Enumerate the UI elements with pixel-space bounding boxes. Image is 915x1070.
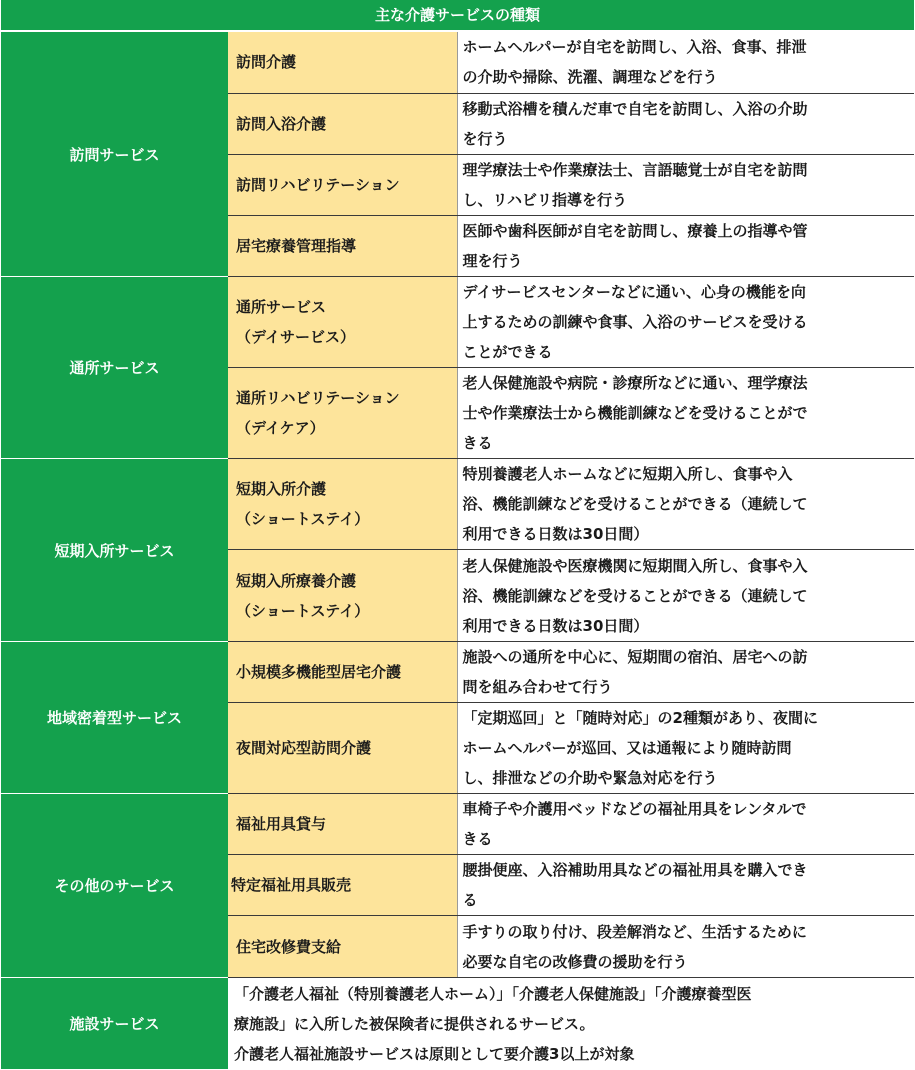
service-description-cell [457,155,914,216]
service-description-cell [457,94,914,155]
service-name-line: 短期入所療養介護 [236,571,357,590]
service-name-line: 住宅改修費支給 [236,937,342,956]
description-line: きる [462,830,493,848]
service-name-line: 特定福祉用具販売 [231,876,352,894]
description-line: 問を組み合わせて行う [462,678,613,696]
service-name-line: 訪問介護 [236,53,297,72]
description-line: 必要な自宅の改修費の援助を行う [462,952,688,971]
description-line: 療施設」に入所した被保険者に提供されるサービス。 [234,1014,595,1033]
description-line: 手すりの取り付け、段差解消など、生活するために [462,922,807,941]
service-name-cell [228,916,457,978]
service-name-line: 福祉用具貸与 [236,815,327,833]
service-description-cell [457,642,914,703]
service-name-cell [228,368,457,459]
description-line: ホームヘルパーが自宅を訪問し、入浴、食事、排泄 [462,38,807,57]
description-line: し、排泄などの介助や緊急対応を行う [462,769,718,787]
description-line: 老人保健施設や医療機関に短期間入所し、食事や入 [462,556,808,575]
category-cell: 訪問サービス [1,32,228,277]
table-row [1,794,914,855]
description-line: る [462,891,478,909]
service-table [1,31,914,1070]
description-line: 施設への通所を中心に、短期間の宿泊、居宅への訪 [462,648,808,666]
service-description-cell [457,916,914,978]
service-name-cell [228,155,457,216]
service-description-cell [457,216,914,277]
description-line: 車椅子や介護用ベッドなどの福祉用具をレンタルで [462,800,807,818]
service-name-line: 通所サービス [236,298,327,316]
service-name-cell [228,642,457,703]
service-name-line: 訪問リハビリテーション [236,176,400,194]
service-table-sheet [1,0,914,1070]
description-line: 理を行う [462,252,523,270]
description-line: 特別養護老人ホームなどに短期入所し、食事や入 [462,465,793,483]
description-line: ことができる [462,343,553,361]
description-line: 移動式浴槽を積んだ車で自宅を訪問し、入浴の介助 [462,100,808,118]
description-line: 介護老人福祉施設サービスは原則として要介護3以上が対象 [234,1044,635,1063]
service-description-cell [457,550,914,642]
service-name-line: 小規模多機能型居宅介護 [236,663,402,681]
table-row [1,459,914,550]
description-line: 医師や歯科医師が自宅を訪問し、療養上の指導や管 [462,222,808,240]
description-line: 上するための訓練や食事、入浴のサービスを受ける [462,313,808,331]
service-description-cell [457,32,914,94]
category-cell: その他のサービス [1,794,228,978]
table-row [1,32,914,94]
description-line: 利用できる日数は30日間） [462,525,649,543]
service-name-line: 訪問入浴介護 [236,115,327,133]
description-line: デイサービスセンターなどに通い、心身の機能を向 [462,283,806,301]
description-line: 老人保健施設や病院・診療所などに通い、理学療法 [462,374,808,392]
service-description-cell [457,855,914,916]
description-line: 浴、機能訓練などを受けることができる（連続して [462,495,808,513]
description-line: 腰掛便座、入浴補助用具などの福祉用具を購入でき [462,861,808,879]
description-line: 士や作業療法士から機能訓練などを受けることがで [462,404,808,422]
description-line: 「定期巡回」と「随時対応」の2種類があり、夜間に [462,709,818,727]
table-row [1,277,914,368]
description-line: を行う [462,130,508,148]
description-line: 理学療法士や作業療法士、言語聴覚士が自宅を訪問 [462,161,808,179]
description-line: し、リハビリ指導を行う [462,191,628,209]
service-name-cell [228,550,457,642]
service-name-line: 夜間対応型訪問介護 [236,739,372,757]
description-line: きる [462,434,493,452]
service-name-line: （ショートステイ） [236,510,370,528]
service-name-cell [228,794,457,855]
service-name-line: 短期入所介護 [236,480,327,498]
service-name-cell [228,277,457,368]
service-name-line: （デイケア） [236,419,325,437]
table-row [1,978,914,1070]
table-title: 主な介護サービスの種類 [1,0,914,31]
service-description-cell [457,794,914,855]
service-name-line: （デイサービス） [236,328,355,346]
description-line: ホームヘルパーが巡回、又は通報により随時訪問 [462,739,792,757]
service-name-line: 居宅療養管理指導 [236,237,357,255]
description-line: 「介護老人福祉（特別養護老人ホーム）」「介護老人保健施設」「介護療養型医 [234,984,752,1003]
service-name-cell [228,32,457,94]
description-line: 浴、機能訓練などを受けることができる（連続して [462,586,808,605]
service-name-line: （ショートステイ） [236,601,370,620]
service-description-cell [228,978,914,1070]
service-description-cell [457,368,914,459]
service-name-cell [228,459,457,550]
table-row [1,642,914,703]
service-name-cell [228,94,457,155]
service-description-cell [457,703,914,794]
category-cell: 地域密着型サービス [1,642,228,794]
service-name-line: 通所リハビリテーション [236,389,400,407]
category-cell: 通所サービス [1,277,228,459]
service-name-cell [228,703,457,794]
description-line: の介助や掃除、洗濯、調理などを行う [462,68,718,87]
description-line: 利用できる日数は30日間） [462,616,649,635]
category-cell: 短期入所サービス [1,459,228,642]
service-description-cell [457,459,914,550]
service-name-cell [228,216,457,277]
service-name-cell [228,855,457,916]
service-description-cell [457,277,914,368]
category-cell: 施設サービス [1,978,228,1070]
